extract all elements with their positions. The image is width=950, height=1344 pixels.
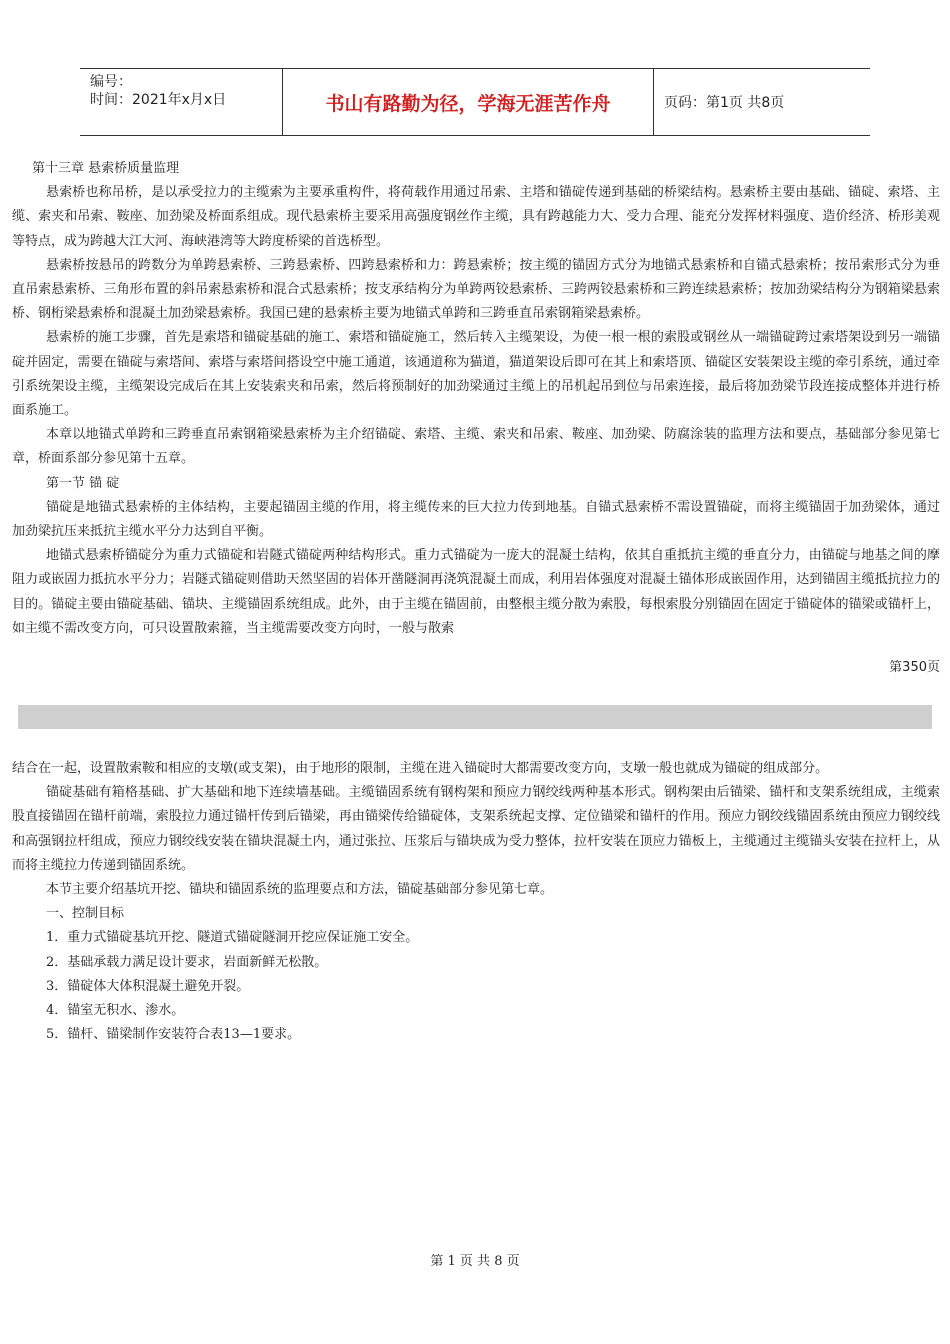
subtitle: 一、控制目标 [46,906,125,922]
list-item: 5．锚杆、锚梁制作安装符合表13—1要求。 [46,1027,301,1043]
paragraph: 地锚式悬索桥锚碇分为重力式锚碇和岩隧式锚碇两种结构形式。重力式锚碇为一庞大的混凝土结构，依其自重抵抗主缆的垂直分力，由锚碇与地基之间的摩阻力或嵌固力抵抗水平分力；岩隧式锚碇则借助天然坚固的岩体开凿隧洞再浇筑混凝土而成，利用岩体强度对混凝土锚体形成嵌固作用，达到锚固主缆抵抗拉力的目的。锚碇主要由锚碇基础、锚块、主缆锚固系统组成。此外，由于主缆在锚固前，由整根主缆分散为索股，每根索股分别锚固在固定于锚碇体的锚梁或锚杆上，如主缆不需改变方向，可只设置散索箍，当主缆需要改变方向时，一般与散索 [12,548,940,636]
paragraph: 锚碇是地锚式悬索桥的主体结构，主要起锚固主缆的作用，将主缆传来的巨大拉力传到地基。自锚式悬索桥不需设置锚碇，而将主缆锚固于加劲梁体，通过加劲梁抗压来抵抗主缆水平分力达到自平衡。 [12,499,940,540]
paragraph: 本节主要介绍基坑开挖、锚块和锚固系统的监理要点和方法，锚碇基础部分参见第七章。 [46,882,554,898]
page-number: 第350页 [889,660,940,675]
footer-page-label: 第 1 页 共 8 页 [430,1254,520,1269]
page-divider [18,705,932,729]
chapter-title: 第十三章 悬索桥质量监理 [32,161,180,176]
header-table [80,68,870,136]
paragraph: 结合在一起，设置散索鞍和相应的支墩(或支架)，由于地形的限制，主缆在进入锚碇时大都需要改变方向，支墩一般也就成为锚碇的组成部分。 [12,761,829,776]
header-left-cell [80,69,282,135]
list-item: 2．基础承载力满足设计要求，岩面新鲜无松散。 [46,954,328,970]
section-title: 第一节 锚 碇 [46,475,120,491]
list-item: 3．锚碇体大体积混凝土避免开裂。 [46,978,250,994]
paragraph: 本章以地锚式单跨和三跨垂直吊索钢箱梁悬索桥为主介绍锚碇、索塔、主缆、索夹和吊索、鞍座、加劲梁、防腐涂装的监理方法和要点，基础部分参见第七章，桥面系部分参见第十五章。 [12,427,940,467]
motto: 书山有路勤为径，学海无涯苦作舟 [282,69,654,135]
list-item: 4．锚室无积水、渗水。 [46,1003,185,1019]
paragraph: 悬索桥也称吊桥，是以承受拉力的主缆索为主要承重构件，将荷载作用通过吊索、主塔和锚碇传递到基础的桥梁结构。悬索桥主要由基础、锚碇、索塔、主缆、索夹和吊索、鞍座、加劲梁及桥面系组成。现代悬索桥主要采用高强度钢丝作主缆，具有跨越能力大、受力合理、能充分发挥材料强度、造价经济、桥形美观等特点，成为跨越大江大河、海峡港湾等大跨度桥梁的首选桥型。 [12,185,940,249]
paragraph: 悬索桥的施工步骤，首先是索塔和锚碇基础的施工、索塔和锚碇施工，然后转入主缆架设，为使一根一根的索股或钢丝从一端锚碇跨过索塔架设到另一端锚碇并固定，需要在锚碇与索塔间、索塔与索塔间搭设空中施工通道，该通道称为猫道，猫道架设后即可在其上和索塔顶、锚碇区安装架设主缆的牵引系统，通过牵引系统架设主缆，主缆架设完成后在其上安装索夹和吊索，然后将预制好的加劲梁通过主缆上的吊机起吊到位与吊索连接，最后将加劲梁节段连接成整体并进行桥面系施工。 [12,330,940,419]
section1-body [12,157,940,641]
list-item: 1．重力式锚碇基坑开挖、隧道式锚碇隧洞开挖应保证施工安全。 [46,930,419,946]
section2-body [12,757,940,1047]
paragraph: 悬索桥按悬吊的跨数分为单跨悬索桥、三跨悬索桥、四跨悬索桥和力：跨悬索桥；按主缆的锚固方式分为地锚式悬索桥和自锚式悬索桥；按吊索形式分为垂直吊索悬索桥、三角形布置的斜吊索悬索桥和混合式悬索桥；按支承结构分为单跨两铰悬索桥、三跨两铰悬索桥和三跨连续悬索桥；按加劲梁结构分为钢箱梁悬索桥、钢桁梁悬索桥和混凝土加劲梁悬索桥。我国已建的悬索桥主要为地锚式单跨和三跨垂直吊索钢箱梁悬索桥。 [12,257,940,322]
header-page-label: 页码：第1页 共8页 [664,95,785,111]
paragraph: 锚碇基础有箱格基础、扩大基础和地下连续墙基础。主缆锚固系统有钢构架和预应力钢绞线两种基本形式。钢构架由后锚梁、锚杆和支架系统组成，主缆索股直接锚固在锚杆前端，索股拉力通过锚杆传到后锚梁，再由锚梁传给锚碇体，支架系统起支撑、定位锚梁和锚杆的作用。预应力钢绞线锚固系统由预应力钢绞线和高强钢拉杆组成，预应力钢绞线安装在锚块混凝土内，通过张拉、压浆后与锚块成为受力整体，拉杆安装在顶应力锚板上，主缆通过主缆锚头安装在拉杆上，从而将主缆拉力传递到锚固系统。 [12,785,940,873]
date-label: 时间：2021年x月x日 [90,92,227,108]
number-label: 编号： [90,74,132,90]
